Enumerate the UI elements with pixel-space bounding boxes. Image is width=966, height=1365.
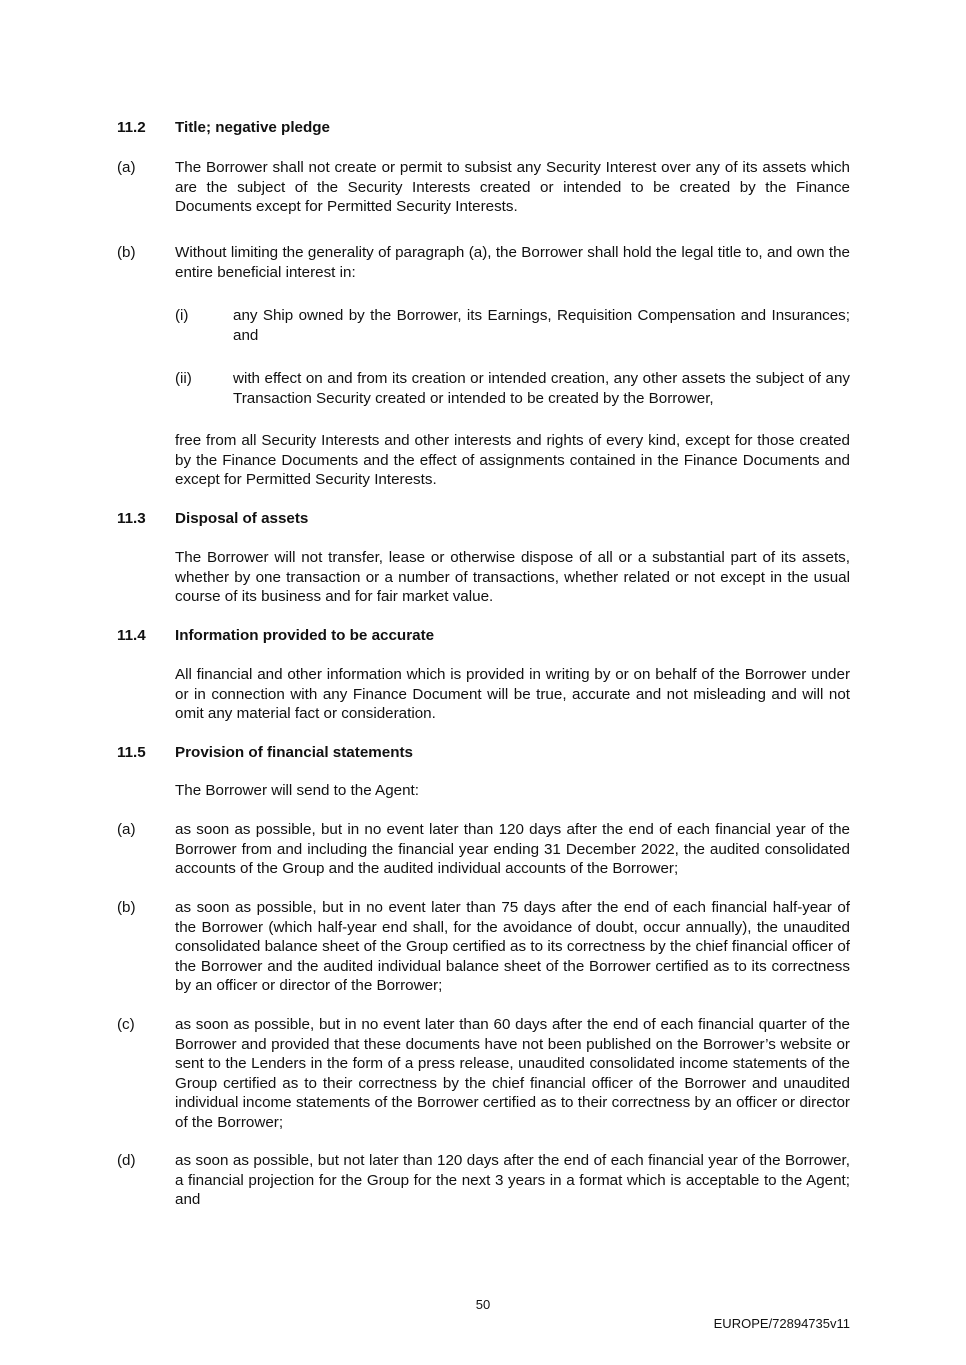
clause-text: as soon as possible, but not later than 120 days after the end of each financial year of the Borrower, a financial projection for the Group for the next 3 years in a format which is acceptable to the Agent; and <box>175 1152 850 1209</box>
clause-text: as soon as possible, but in no event later than 75 days after the end of each financial half-year of the Borrower (which half-year end shall, for the avoidance of doubt, occur annually), the unaudited consolidated balance sheet of the Group certified as to its correctness by the chief financial officer of the Borrower and the audited individual balance sheet of the Borrower certified as to its correctness by an officer or director of the Borrower; <box>175 899 850 995</box>
clause-text: as soon as possible, but in no event later than 120 days after the end of each financial year of the Borrower from and including the financial year ending 31 December 2022, the audited consolidated accounts of the Group and the audited individual accounts of the Borrower; <box>175 821 850 878</box>
clause-tail-text: free from all Security Interests and other interests and rights of every kind, except for those created by the Finance Documents and the effect of assignments contained in the Finance Documents and except for Permitted Security Interests. <box>175 432 850 489</box>
section-title: Title; negative pledge <box>175 119 331 136</box>
clause-label: (b) <box>117 244 136 261</box>
document-reference: EUROPE/72894735v11 <box>713 1316 850 1331</box>
sub-clause-text: with effect on and from its creation or intended creation, any other assets the subject of any Transaction Security created or intended to be created by the Borrower, <box>233 370 850 407</box>
section-number: 11.2 <box>117 119 146 136</box>
section-intro: The Borrower will send to the Agent: <box>175 782 419 799</box>
section-title: Information provided to be accurate <box>175 627 435 644</box>
page-number: 50 <box>475 1297 491 1312</box>
clause-label: (a) <box>117 159 136 176</box>
section-title: Provision of financial statements <box>175 744 413 761</box>
sub-clause-label: (ii) <box>175 370 192 387</box>
section-number: 11.3 <box>117 510 146 527</box>
sub-clause-text: any Ship owned by the Borrower, its Earnings, Requisition Compensation and Insurances; and <box>233 307 850 344</box>
clause-text: Without limiting the generality of paragraph (a), the Borrower shall hold the legal title to, and own the entire beneficial interest in: <box>175 244 850 281</box>
section-number: 11.5 <box>117 744 146 761</box>
clause-label: (c) <box>117 1016 135 1033</box>
clause-label: (b) <box>117 899 136 916</box>
clause-text: as soon as possible, but in no event later than 60 days after the end of each financial quarter of the Borrower and provided that these documents have not been published on the Borrower’s website or sent to the Lenders in the form of a press release, unaudited consolidated income statements of the Group certified as to their correctness by the chief financial officer of the Borrower and unaudited individual income statements of the Borrower certified as to their correctness by an officer or director of the Borrower; <box>175 1016 850 1131</box>
section-text: All financial and other information which is provided in writing by or on behalf of the Borrower under or in connection with any Finance Document will be true, accurate and not misleading and will not omit any material fact or consideration. <box>175 666 850 723</box>
section-title: Disposal of assets <box>175 510 309 527</box>
sub-clause-label: (i) <box>175 307 189 324</box>
section-number: 11.4 <box>117 627 146 644</box>
clause-label: (a) <box>117 821 136 838</box>
clause-text: The Borrower shall not create or permit to subsist any Security Interest over any of its assets which are the subject of the Security Interests created or intended to be created by the Finance Documents except for Permitted Security Interests. <box>175 159 850 216</box>
clause-label: (d) <box>117 1152 136 1169</box>
section-text: The Borrower will not transfer, lease or otherwise dispose of all or a substantial part of its assets, whether by one transaction or a number of transactions, whether related or not except in the usual course of its business and for fair market value. <box>175 549 850 606</box>
